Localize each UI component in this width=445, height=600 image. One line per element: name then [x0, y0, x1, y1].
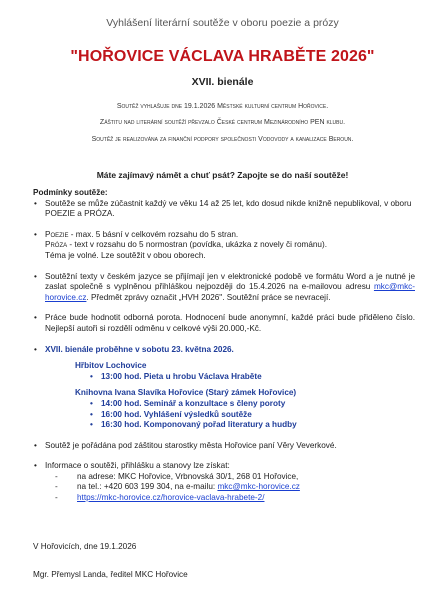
- contact-phone-text: na tel.: +420 603 199 304, na e-mailu:: [77, 482, 218, 492]
- theme-text: Téma je volné. Lze soutěžit v obou oborech.: [45, 250, 206, 260]
- conditions-list: [33, 199, 415, 220]
- prose-label: Próza: [45, 240, 68, 250]
- event-place-2-item: • 16:00 hod. Vyhlášení výsledků soutěže: [89, 410, 415, 421]
- submission-text-a: Soutěžní texty v českém jazyce se přijímají jen v elektronické podobě ve formátu Word a je nutné je zaslat společně s vyplněnou přihláškou nejpozději do 15.4.2026 na e-mailovou adresu: [45, 271, 415, 292]
- condition-age-text: Soutěže se může zúčastnit každý ve věku 14 až 25 let, kdo dosud nikde knižně nepublikoval, v oboru POEZIE a PRÓZA.: [45, 198, 412, 219]
- event-list: [33, 345, 415, 431]
- edition-label: XVII. bienále: [191, 76, 254, 88]
- place-date: V Hořovicích, dne 19.1.2026: [33, 542, 137, 551]
- submission-email-link[interactable]: mkc@mkc-horovice.cz: [45, 282, 415, 302]
- patronage-item: [33, 441, 415, 452]
- jury-list: [33, 313, 415, 334]
- event-place-2-title: Knihovna Ivana Slavíka Hořovice (Starý zámek Hořovice): [75, 388, 297, 398]
- conditions-section: [33, 188, 415, 504]
- event-place-2-item: • 14:00 hod. Seminář a konzultace s členy poroty: [89, 399, 415, 410]
- contact-intro: Informace o soutěži, přihlášku a stanovy lze získat:: [45, 461, 230, 471]
- signature: Mgr. Přemysl Landa, ředitel MKC Hořovice: [33, 570, 188, 579]
- patronage-text: Soutěž je pořádána pod záštitou starostky města Hořovice paní Věry Veverkové.: [45, 440, 337, 450]
- announce-line-patronage: Záštitu nad literární soutěží převzalo České centrum Mezinárodního PEN klubu.: [99, 119, 346, 126]
- patronage-list: [33, 441, 415, 452]
- conditions-heading: Podmínky soutěže:: [33, 188, 108, 197]
- contact-details: [45, 472, 415, 504]
- condition-jury: [33, 313, 415, 334]
- condition-age: [33, 199, 415, 220]
- contact-phone-email: [55, 482, 415, 493]
- contact-url-link[interactable]: https://mkc-horovice.cz/horovice-vaclava-hrabete-2/: [77, 493, 265, 503]
- contact-email-link[interactable]: mkc@mkc-horovice.cz: [217, 482, 300, 492]
- competition-title: "HOŘOVICE VÁCLAVA HRABĚTE 2026": [70, 48, 375, 65]
- event-place-2-list: [75, 399, 415, 431]
- announce-line-organizer: Soutěž vyhlašuje dne 19.1.2026 Městské kulturní centrum Hořovice.: [116, 103, 329, 110]
- call-to-action: Máte zajímavý námět a chuť psát? Zapojte se do naší soutěže!: [96, 170, 349, 180]
- categories-list: [33, 230, 415, 262]
- event-place-1: [45, 361, 415, 382]
- submission-text-b: . Předmět zprávy označit „HVH 2026". Soutěžní práce se nevracejí.: [86, 292, 331, 302]
- prose-text: - text v rozsahu do 5 normostran (povídka, ukázka z novely či románu).: [67, 240, 327, 250]
- contact-list: [33, 461, 415, 503]
- event-place-2: [45, 388, 415, 430]
- contact-item: [33, 461, 415, 503]
- event-headline: XVII. bienále proběhne v sobotu 23. května 2026.: [45, 344, 234, 354]
- event-place-1-list: [75, 372, 415, 383]
- poetry-label: Poezie: [45, 229, 69, 239]
- announce-line-sponsor: Soutěž je realizována za finanční podpory společnosti Vodovody a kanalizace Beroun.: [91, 136, 354, 143]
- competition-subtitle: Vyhlášení literární soutěže v oboru poezie a prózy: [106, 17, 339, 29]
- contact-url: [55, 493, 415, 504]
- contact-address: [55, 472, 415, 483]
- condition-categories: [33, 230, 415, 262]
- submission-list: [33, 272, 415, 304]
- poetry-text: - max. 5 básní v celkovém rozsahu do 5 stran.: [68, 229, 239, 239]
- event-item: [33, 345, 415, 431]
- jury-text: Práce bude hodnotit odborná porota. Hodnocení bude anonymní, každé práci bude přiděleno číslo. Nejlepší autoři si rozdělí odměnu v celkové výši 20.000,-Kč.: [45, 313, 415, 333]
- contact-address-text: na adrese: MKC Hořovice, Vrbnovská 30/1, 268 01 Hořovice,: [77, 471, 299, 481]
- event-place-2-item: • 16:30 hod. Komponovaný pořad literatury a hudby: [89, 420, 415, 431]
- condition-submission: [33, 272, 415, 304]
- event-place-1-item: • 13:00 hod. Pieta u hrobu Václava Hraběte: [89, 372, 415, 383]
- event-place-1-title: Hřbitov Lochovice: [75, 361, 147, 371]
